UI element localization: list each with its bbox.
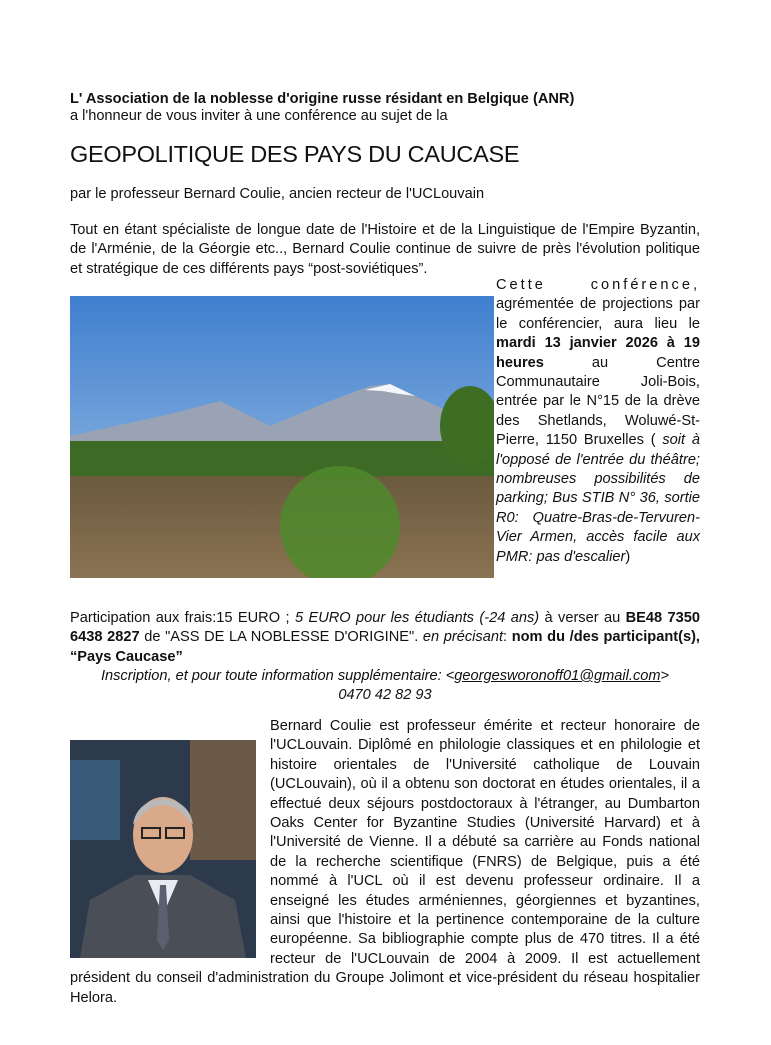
payment-fee: Participation aux frais:15 EURO ;: [70, 610, 295, 626]
intro-paragraph: Tout en étant spécialiste de longue date de l'Histoire et de la Linguistique de l'Empire Byzantin, de l'Arménie, de la Géorgie etc.., Bernard Coulie continue de suivre de près l'évolution politique et stratégique de ces différents pays “post-soviétiques”.: [70, 222, 700, 277]
payment-colon: :: [503, 629, 512, 646]
landscape-photo-wrap: [70, 276, 496, 588]
contact-label: Inscription, et pour toute information supplémentaire: <: [100, 668, 455, 684]
payment-reference: nom du /des participant(s), “Pays Caucase”: [70, 629, 700, 665]
page-title: GEOPOLITIQUE DES PAYS DU CAUCASE: [70, 141, 520, 167]
payment-text: à verser au: [539, 610, 626, 626]
org-abbr: (ANR): [532, 91, 575, 107]
payment-iban: BE48 7350 6438 2827: [70, 610, 701, 646]
contact-close: >: [660, 668, 670, 684]
note-open: (: [650, 432, 656, 449]
landscape-photo: [70, 296, 494, 578]
contact-block: [70, 667, 700, 705]
event-date: mardi 13 janvier 2026 à 19 heures: [496, 335, 700, 371]
header: [70, 91, 700, 125]
event-location: au Centre Communautaire Joli-Bois, entrée par le N°15 de la drève des Shetlands, Woluwé-St-Pierre, 1150 Bruxelles: [496, 354, 700, 449]
speaker-line: par le professeur Bernard Coulie, ancien recteur de l'UCLouvain: [70, 186, 485, 202]
contact-phone: 0470 42 82 93: [338, 687, 432, 703]
payment-paragraph: [70, 609, 700, 667]
bio-block: [70, 717, 700, 1008]
speaker-portrait-photo: [70, 740, 256, 958]
payment-beneficiary: de "ASS DE LA NOBLESSE D'ORIGINE".: [139, 629, 423, 646]
payment-specify: en précisant: [422, 629, 504, 646]
contact-email-link[interactable]: georgesworonoff01@gmail.com: [454, 668, 661, 684]
portrait-photo-wrap: [70, 717, 270, 962]
bio-paragraph: Bernard Coulie est professeur émérite et recteur honoraire de l'UCLouvain. Diplômé en philologie classiques et en philologie et histoire orientales de l'Université catholique de Louvain (UCLouvain), où il a obtenu son doctorat en études orientales, il a effectué deux séjours postdoctoraux à l'étranger, au Dumbarton Oaks Center for Byzantine Studies (Université Harvard) et à l'Université de Vienne. Il a débuté sa carrière au Fonds national de la recherche scientifique (FNRS) de Belgique, puis a été nommé à l'UCL où il est devenu professeur ordinaire. Il a enseigné les études arméniennes, géorgiennes et byzantines, ainsi que l'histoire et la pertinence contemporaine de la culture européenne. Sa bibliographie compte plus de 470 titres. Il a été recteur de l'UCLouvain de 2004 à 2009. Il est actuellement président du conseil d'administration du Groupe Jolimont et vice-président du réseau hospitalier Helora.: [70, 718, 700, 1006]
event-text: agrémentée de projections par le conférencier, aura lieu le: [496, 296, 700, 332]
invite-text: a l'honneur de vous inviter à une conférence au sujet de la: [70, 108, 448, 124]
payment-student-fee: 5 EURO pour les étudiants (-24 ans): [294, 610, 540, 626]
event-block: [70, 276, 700, 588]
org-name: L' Association de la noblesse d'origine russe résidant en Belgique: [70, 91, 529, 107]
event-access-note: soit à l'opposé de l'entrée du théâtre; nombreuses possibilités de parking; Bus STIB N° 36, sortie R0: Quatre-Bras-de-Tervuren-Vier Armen, accès facile aux PMR: pas d'escalier: [496, 432, 700, 565]
note-close: ): [625, 548, 631, 565]
event-lead: Cette conférence,: [496, 277, 700, 293]
